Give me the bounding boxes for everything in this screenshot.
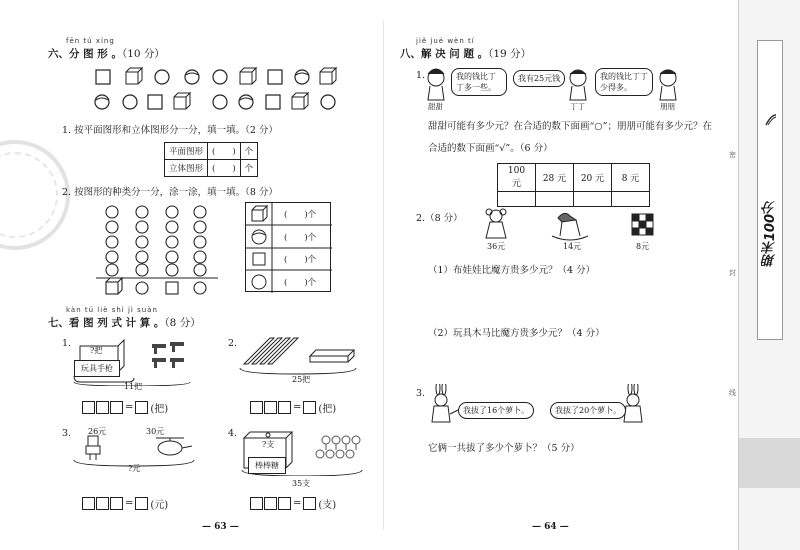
price-cube: 8元 — [636, 242, 650, 251]
mark-cell[interactable] — [612, 192, 650, 207]
q3-number: 3. — [416, 388, 426, 399]
name-pengpeng: 朋朋 — [660, 102, 675, 111]
count-row-square[interactable] — [284, 253, 316, 265]
answer-box[interactable] — [250, 401, 263, 414]
money-cell: 8 元 — [612, 164, 650, 192]
problem3-total: ?元 — [128, 464, 141, 473]
problem4-total: 35支 — [292, 479, 311, 488]
rabbit-icon — [432, 384, 458, 422]
speech-bubble-left: 我的钱比丁丁多一些。 — [451, 68, 507, 96]
equals-sign: = — [293, 402, 302, 413]
square-shape — [268, 70, 282, 84]
seal-mark-feng: 封 — [729, 269, 736, 277]
circle-icon — [252, 275, 266, 289]
table-row — [165, 160, 258, 177]
unit-label: (把) — [150, 404, 169, 415]
problem4-equation — [250, 496, 337, 511]
speech-bubble-right: 我的钱比丁丁少得多。 — [595, 68, 653, 96]
operator-box[interactable] — [96, 401, 109, 414]
q2-part2: （2）玩具木马比魔方贵多少元？（4 分） — [428, 328, 605, 339]
rabbit-bubble-left: 我拔了16个萝卜。 — [458, 402, 534, 419]
answer-blank[interactable]: ( ) — [284, 233, 308, 243]
sphere-shape — [95, 95, 109, 109]
answer-box[interactable] — [110, 401, 123, 414]
section7-title-text: 七、看 图 列 式 计 算 。 — [48, 317, 165, 329]
section8-title — [400, 46, 531, 61]
table-row — [165, 143, 258, 160]
speech-bubble-mid: 我有25元钱 — [513, 70, 565, 87]
equals-sign: = — [293, 498, 302, 509]
seal-mark-mi: 密 — [729, 151, 736, 159]
boy-icon — [660, 70, 676, 100]
operator-box[interactable] — [264, 497, 277, 510]
cube-shape — [292, 93, 308, 109]
unit-label: (支) — [318, 500, 337, 511]
square-icon — [253, 253, 265, 265]
boy-icon — [570, 70, 586, 100]
ruler-stick-icon — [244, 338, 298, 364]
section7-points: （8 分） — [164, 317, 201, 329]
answer-box[interactable] — [110, 497, 123, 510]
rocking-horse-icon — [552, 213, 588, 240]
square-shape — [148, 95, 162, 109]
table-row — [498, 164, 650, 192]
problem1-question: ?把 — [90, 346, 103, 355]
money-cell: 28 元 — [536, 164, 574, 192]
section6-pinyin: fēn tú xíng — [66, 37, 115, 45]
section6-title-text: 六、分 图 形 。 — [48, 48, 122, 60]
q2-toys — [476, 206, 656, 246]
count-row-cube[interactable] — [284, 208, 316, 220]
toy-gun-icon — [152, 358, 166, 368]
brand-swoosh-icon — [764, 113, 778, 127]
unit-label: (把) — [318, 404, 337, 415]
circle-shape — [321, 95, 335, 109]
helicopter-toy-icon — [156, 438, 192, 455]
cube-shape — [240, 68, 256, 84]
cube-icon — [252, 206, 267, 221]
answer-box[interactable] — [278, 401, 291, 414]
pencil-box-icon — [310, 350, 354, 362]
section6-title — [48, 46, 165, 61]
magic-cube-icon — [632, 214, 653, 235]
shapes-grid — [90, 66, 340, 116]
sphere-shape — [239, 95, 253, 109]
problem4-box-label: 棒棒糖 — [248, 457, 286, 474]
operator-box[interactable] — [96, 497, 109, 510]
problem2-number: 2. — [228, 338, 238, 349]
q2-number: 2.（8 分） — [416, 213, 463, 224]
result-box[interactable] — [135, 497, 148, 510]
square-shape — [96, 70, 110, 84]
name-dingding: 丁丁 — [570, 102, 585, 111]
problem1-number: 1. — [62, 338, 72, 349]
answer-box[interactable] — [82, 401, 95, 414]
circle-shape — [213, 70, 227, 84]
brand-logo-text: 期末100分 — [763, 201, 778, 268]
unit-label: 个 — [307, 255, 317, 265]
unit-label: 个 — [307, 210, 317, 220]
result-box[interactable] — [303, 401, 316, 414]
binding-sidebar — [729, 0, 800, 550]
section6-q1: 1. 按平面图形和立体图形分一分，填一填。（2 分） — [62, 125, 278, 136]
seal-mark-xian: 线 — [729, 389, 736, 397]
result-box[interactable] — [303, 497, 316, 510]
sidebar-gray-block — [739, 438, 800, 488]
q2-part1: （1）布娃娃比魔方贵多少元？（4 分） — [428, 265, 596, 276]
girl-icon — [428, 69, 444, 100]
answer-box[interactable] — [250, 497, 263, 510]
rabbit-bubble-right: 我拔了20个萝卜。 — [550, 402, 626, 419]
section6-points: （10 分） — [121, 48, 165, 60]
unit-label: 个 — [307, 233, 317, 243]
price-horse: 14元 — [563, 242, 582, 251]
count-table — [245, 202, 331, 292]
page-number-left: — 63 — — [202, 522, 239, 532]
equals-sign: = — [125, 402, 134, 413]
answer-blank[interactable]: ( ) — [284, 278, 308, 288]
problem2-total: 25把 — [292, 375, 311, 384]
table-cell-label: 平面图形 — [165, 143, 208, 160]
operator-box[interactable] — [264, 401, 277, 414]
problem3-number: 3. — [62, 428, 72, 439]
count-row-circle[interactable] — [284, 276, 316, 288]
table-cell-label: 立体图形 — [165, 160, 208, 177]
q3-text: 它俩一共拔了多少个萝卜？（5 分） — [428, 443, 580, 454]
table-cell-unit: 个 — [240, 143, 258, 160]
unit-label: (元) — [150, 500, 169, 511]
problem1-total: 11把 — [124, 382, 143, 391]
section7-title — [48, 315, 201, 330]
circle-shape — [155, 70, 169, 84]
cube-shape — [174, 93, 190, 109]
mark-cell[interactable] — [498, 192, 536, 207]
name-tiantian: 甜甜 — [428, 102, 443, 111]
table-cell-unit: 个 — [240, 160, 258, 177]
cube-shape — [126, 68, 142, 84]
robot-toy-icon — [86, 436, 100, 460]
sphere-icon — [252, 230, 266, 244]
table-row — [498, 192, 650, 207]
q1-text-a: 甜甜可能有多少元？在合适的数下面画“○”；朋朋可能有多少元？在 — [428, 121, 713, 132]
mark-cell[interactable] — [536, 192, 574, 207]
answer-box[interactable] — [278, 497, 291, 510]
count-row-sphere[interactable] — [284, 231, 316, 243]
page-divider — [383, 20, 384, 530]
mark-cell[interactable] — [574, 192, 612, 207]
section8-pinyin: jiě jué wèn tí — [416, 37, 475, 45]
section7-pinyin: kàn tú liè shì jì suàn — [66, 306, 158, 314]
q1-text-b: 合适的数下面画“√”。（6 分） — [428, 143, 553, 154]
section8-points: （19 分） — [488, 48, 532, 60]
page-number-right: — 64 — — [532, 522, 569, 532]
toy-gun-icon — [170, 342, 184, 352]
doll-icon — [486, 209, 506, 238]
answer-blank[interactable]: ( ) — [208, 160, 241, 177]
toy-gun-icon — [152, 344, 166, 354]
toy-gun-icon — [170, 358, 184, 368]
problem4-question: ?支 — [262, 440, 275, 449]
problem1-box-label: 玩具手枪 — [74, 360, 120, 377]
problem2-equation — [250, 400, 337, 415]
problem3-price1: 26元 — [88, 427, 107, 436]
answer-blank[interactable]: ( ) — [284, 255, 308, 265]
money-cell: 100 元 — [498, 164, 536, 192]
answer-blank[interactable]: ( ) — [284, 210, 308, 220]
sphere-shape — [185, 70, 199, 84]
sphere-shape — [295, 70, 309, 84]
section8-title-text: 八、解 决 问 题 。 — [400, 48, 489, 60]
lollipop-icon — [316, 436, 360, 458]
circle-shape — [213, 95, 227, 109]
problem1-equation — [82, 400, 169, 415]
result-box[interactable] — [135, 401, 148, 414]
problem4-number: 4. — [228, 428, 238, 439]
problem3-price2: 30元 — [146, 427, 165, 436]
unit-label: 个 — [307, 278, 317, 288]
coloring-grid — [92, 202, 222, 298]
square-shape — [266, 95, 280, 109]
answer-blank[interactable]: ( ) — [208, 143, 241, 160]
problem3-equation — [82, 496, 169, 511]
section6-q2: 2. 按图形的种类分一分，涂一涂，填一填。（8 分） — [62, 187, 278, 198]
answer-box[interactable] — [82, 497, 95, 510]
money-cell: 20 元 — [574, 164, 612, 192]
cube-shape — [320, 68, 336, 84]
table-plane-solid — [164, 142, 258, 177]
price-doll: 36元 — [487, 242, 506, 251]
q1-number: 1. — [416, 70, 426, 81]
brand-panel — [757, 40, 783, 340]
money-table — [497, 163, 650, 207]
circle-shape — [123, 95, 137, 109]
equals-sign: = — [125, 498, 134, 509]
